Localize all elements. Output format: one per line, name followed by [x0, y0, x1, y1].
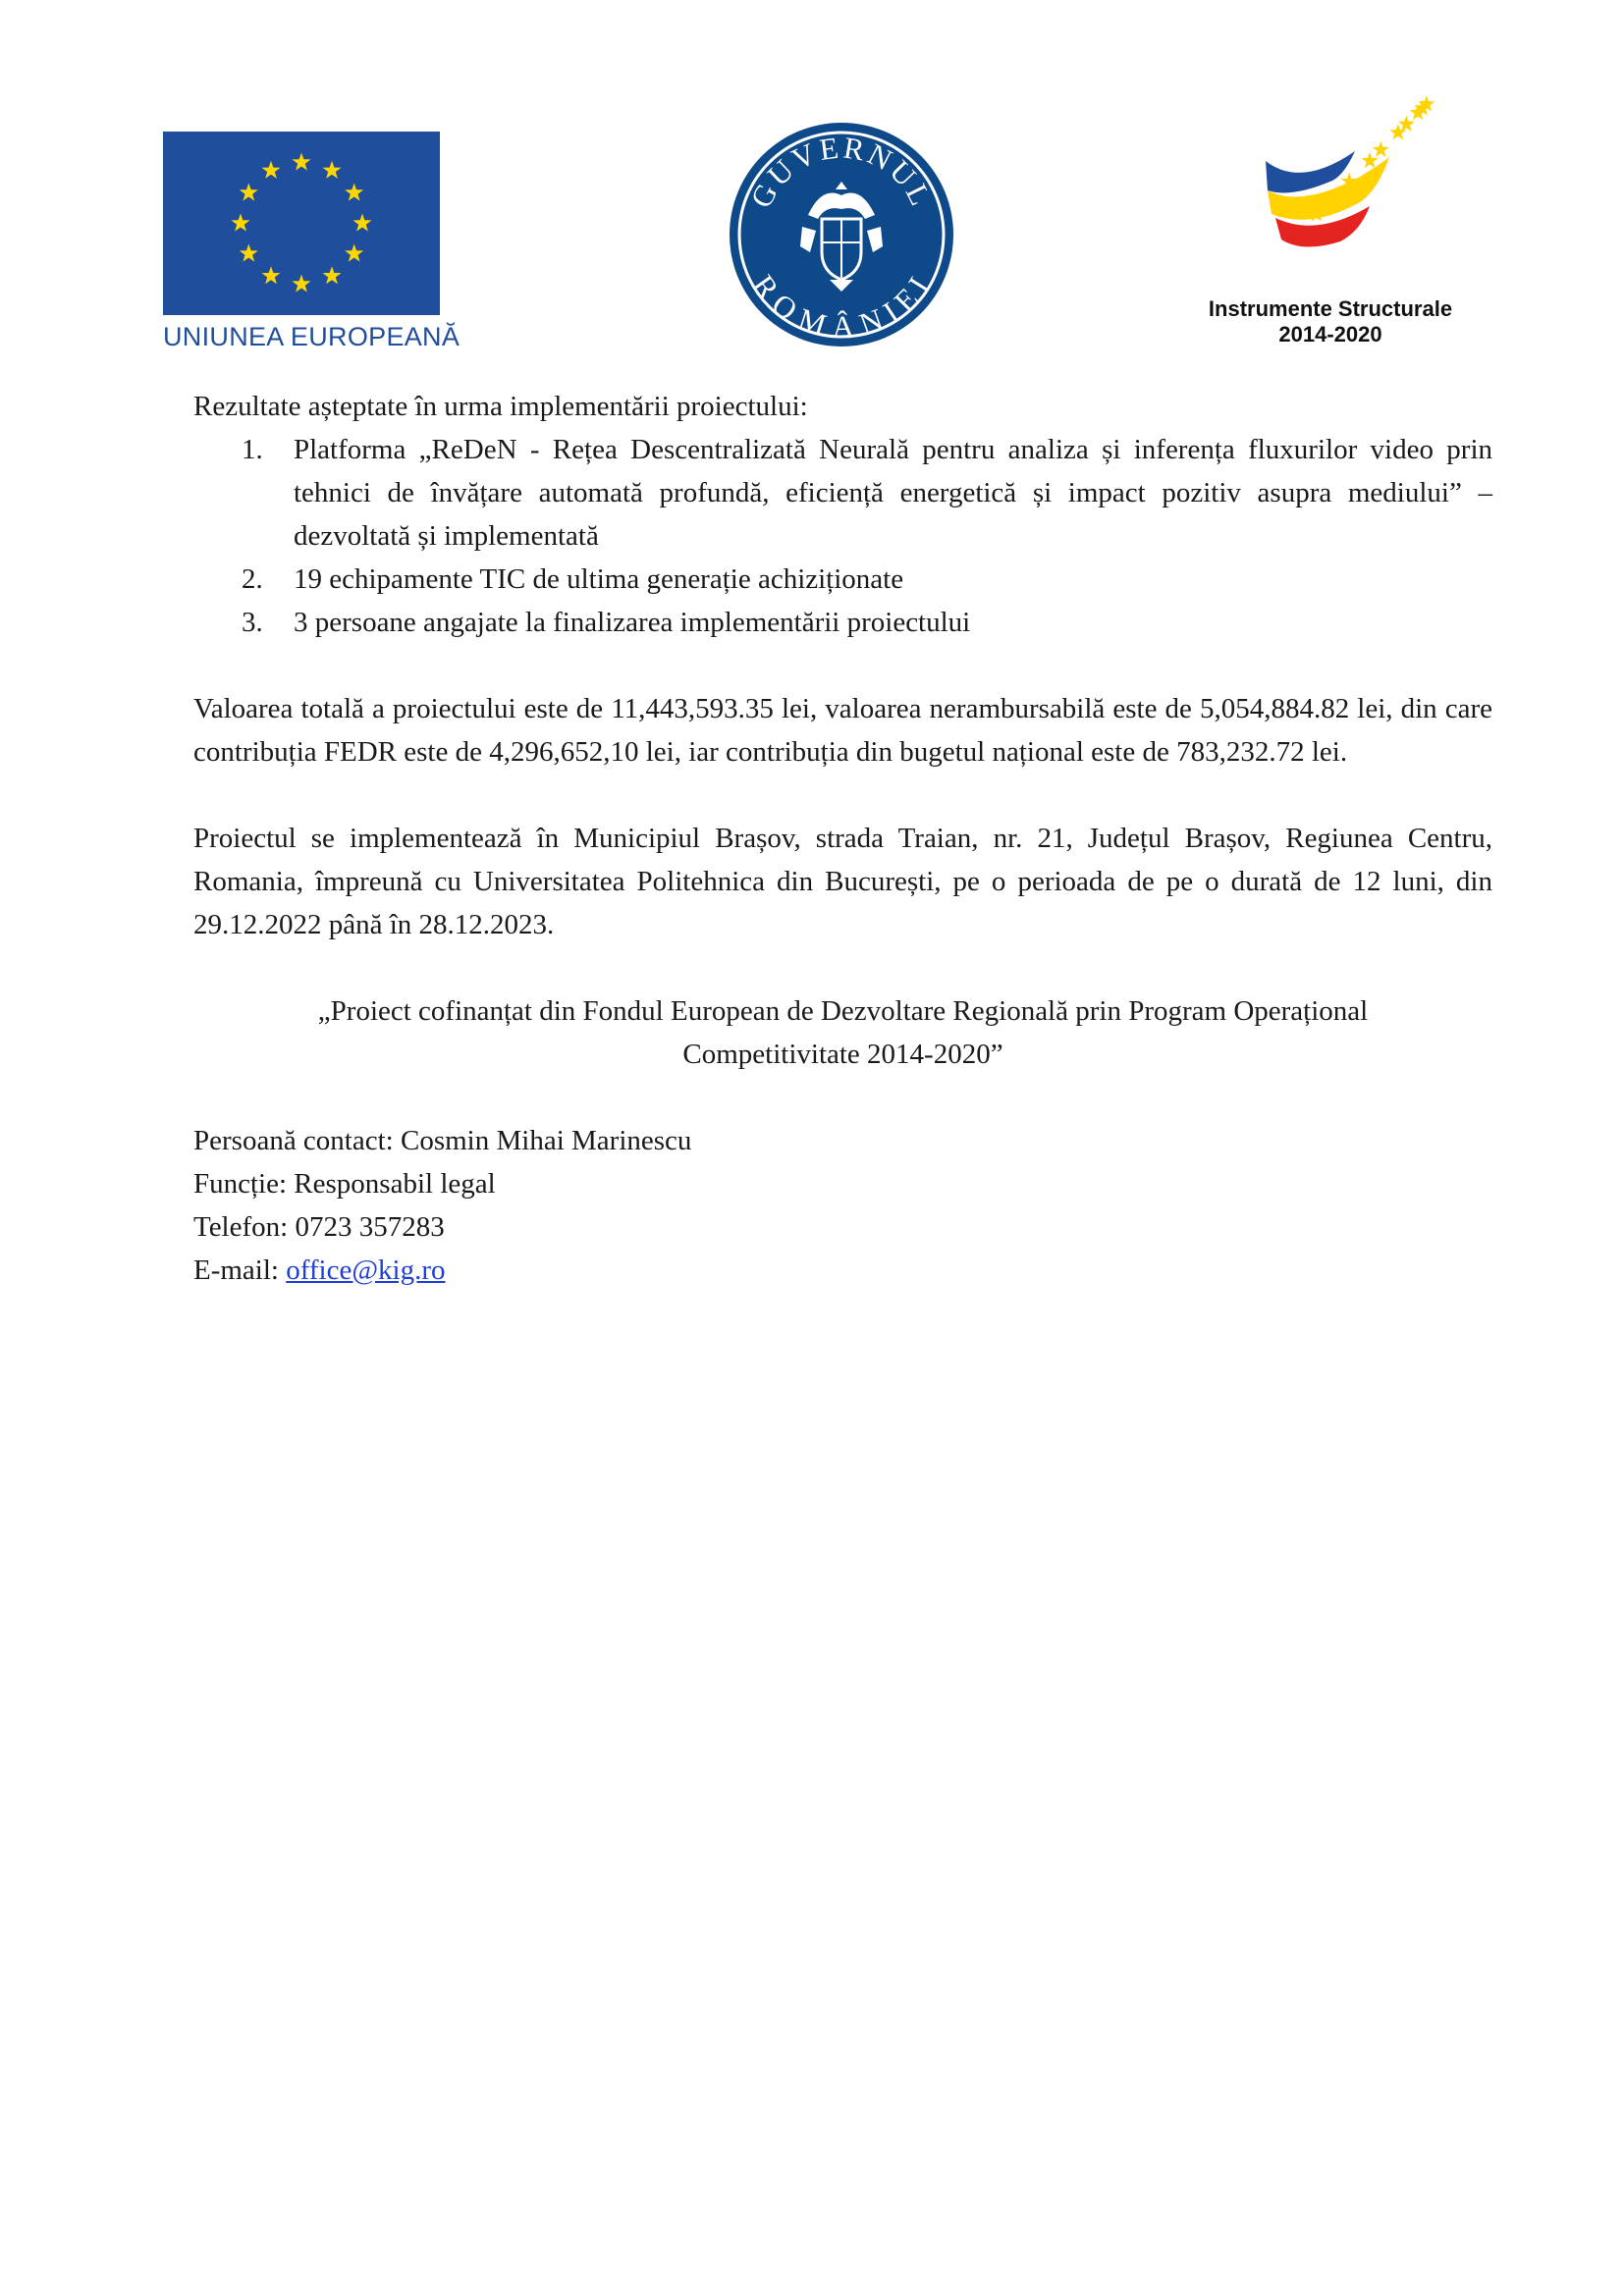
gov-text-top: GUVERNUL — [743, 130, 940, 214]
list-item-number: 2. — [242, 563, 263, 595]
contact-person-value: Cosmin Mihai Marinescu — [400, 1125, 692, 1156]
eu-flag-icon — [163, 132, 440, 315]
structural-instruments-caption — [1183, 296, 1478, 347]
results-list — [193, 428, 1492, 644]
list-item-text: 3 persoane angajate la finalizarea implementării proiectului — [294, 607, 971, 638]
eu-logo — [163, 132, 460, 357]
funding-statement — [193, 989, 1492, 1076]
document-body — [193, 385, 1492, 1292]
is-star-icon — [1398, 116, 1415, 132]
list-item-number: 1. — [242, 434, 263, 465]
contact-phone-value: 0723 357283 — [295, 1211, 445, 1243]
contact-function-label: Funcție: — [193, 1168, 295, 1200]
contact-phone — [193, 1205, 1492, 1249]
gov-text-bottom: ROMÂNIEI — [745, 268, 939, 345]
list-item-text: 19 echipamente TIC de ultima generație achiziționate — [294, 563, 904, 595]
romanian-government-logo — [728, 121, 955, 348]
eu-caption: UNIUNEA EUROPEANĂ — [163, 322, 460, 351]
contact-function — [193, 1162, 1492, 1205]
project-location-paragraph: Proiectul se implementează în Municipiul Brașov, strada Traian, nr. 21, Județul Brașov, Regiunea Centru, Romania, împreună cu Universitatea Politehnica din București, pe o perioada de pe o durată de 12 luni, din 29.12.2022 până în 28.12.2023. — [193, 823, 1492, 940]
government-seal-icon — [728, 121, 955, 348]
contact-phone-label: Telefon: — [193, 1211, 296, 1243]
list-item — [193, 558, 1492, 601]
results-intro: Rezultate așteptate în urma implementării proiectului: — [193, 391, 808, 422]
list-item — [193, 428, 1492, 558]
list-item-text: Platforma „ReDeN - Rețea Descentralizată Neurală pentru analiza și inferența fluxurilor video prin tehnici de învățare automată profundă, eficiență energetică și impact pozitiv asupra mediului” – dezvoltată și implementată — [294, 434, 1492, 552]
contact-email-label: E-mail: — [193, 1255, 287, 1286]
is-caption-line2: 2014-2020 — [1278, 322, 1382, 347]
contact-email — [193, 1249, 1492, 1292]
contact-block — [193, 1119, 1492, 1292]
contact-function-value: Responsabil legal — [294, 1168, 496, 1200]
is-caption-line1: Instrumente Structurale — [1208, 296, 1453, 321]
contact-person — [193, 1119, 1492, 1162]
list-item — [193, 601, 1492, 644]
contact-person-label: Persoană contact: — [193, 1125, 401, 1156]
funding-line-1: „Proiect cofinanțat din Fondul European de Dezvoltare Regională prin Program Operațional — [317, 995, 1369, 1027]
structural-instruments-icon — [1242, 92, 1438, 284]
list-item-number: 3. — [242, 607, 263, 638]
email-link[interactable]: office@kig.ro — [286, 1255, 446, 1286]
is-star-icon — [1362, 152, 1379, 168]
project-value-paragraph: Valoarea totală a proiectului este de 11,443,593.35 lei, valoarea nerambursabilă este de 5,054,884.82 lei, din care contribuția FEDR este de 4,296,652,10 lei, iar contribuția din bugetul național este de 783,232.72 lei. — [193, 693, 1492, 768]
structural-instruments-logo — [1183, 92, 1478, 357]
is-star-icon — [1373, 141, 1389, 157]
funding-line-2: Competitivitate 2014-2020” — [682, 1039, 1003, 1070]
